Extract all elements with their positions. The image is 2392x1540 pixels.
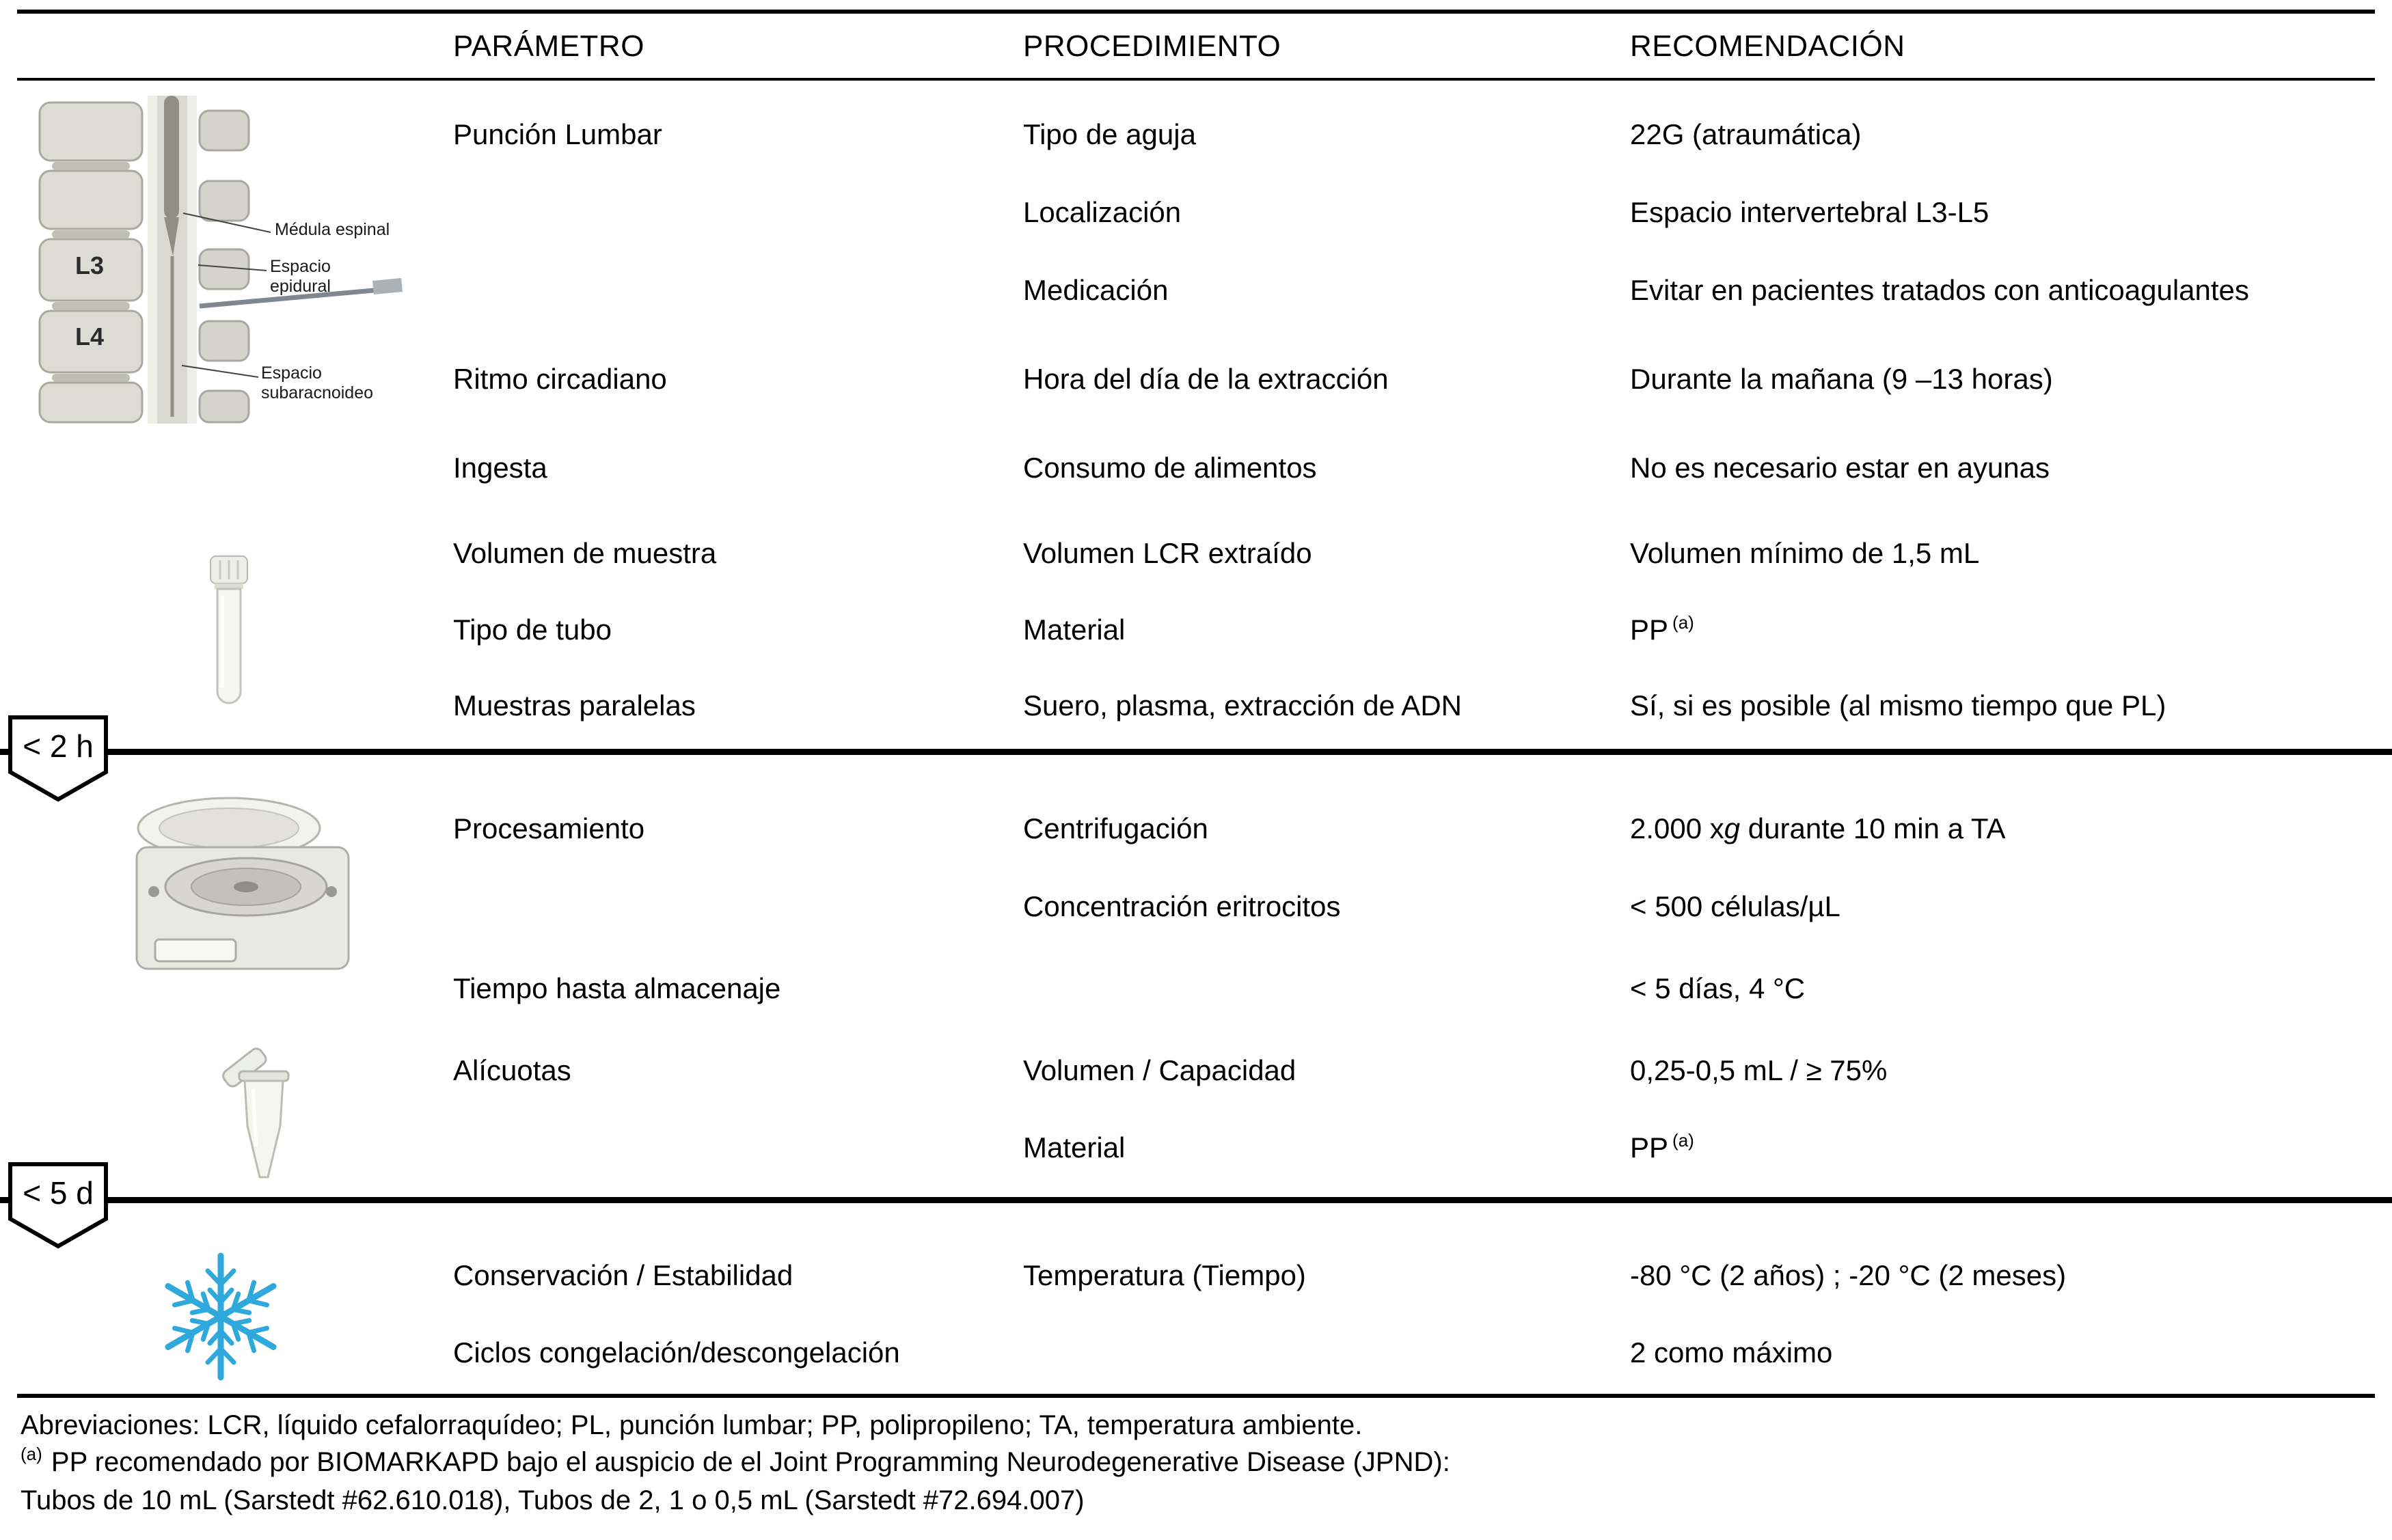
table-row xyxy=(0,1131,2392,1172)
label-espacio-subaracnoideo: Espacio subaracnoideo xyxy=(261,363,374,402)
badge-label: < 2 h xyxy=(23,728,94,764)
cell-recomendacion: PP $^{(a)}$ xyxy=(1630,1130,1694,1164)
cell-parametro: Muestras paralelas xyxy=(453,689,696,721)
label-medula-espinal: Médula espinal xyxy=(275,220,390,239)
table-row xyxy=(0,451,2392,492)
cell-recomendacion: Volumen mínimo de 1,5 mL xyxy=(1630,537,1980,569)
column-header-parametro: PARÁMETRO xyxy=(453,29,644,63)
table-row xyxy=(0,1259,2392,1300)
cell-procedimiento: Hora del día de la extracción xyxy=(1023,363,1389,395)
cell-parametro: Tiempo hasta almacenaje xyxy=(453,972,781,1004)
spine-illustration xyxy=(27,96,410,424)
sample-tube-icon xyxy=(205,555,253,712)
divider-line-section-5d xyxy=(0,1197,2392,1203)
cell-parametro: Ritmo circadiano xyxy=(453,363,667,395)
cell-procedimiento: Material xyxy=(1023,614,1126,646)
footnote-marker: (a) xyxy=(21,1444,42,1464)
column-header-procedimiento: PROCEDIMIENTO xyxy=(1023,29,1281,63)
footnote-pp: $^{(a)}$ PP recomendado por BIOMARKAPD bajo el auspicio de el Joint Programming Neurodegenerative Disease (JPND): xyxy=(21,1444,1450,1477)
label-l4: L4 xyxy=(75,322,105,350)
cell-recomendacion: 2.000 xg durante 10 min a TA xyxy=(1630,812,2006,844)
cell-recomendacion: 22G (atraumática) xyxy=(1630,118,1862,150)
cell-recomendacion: -80 °C (2 años) ; -20 °C (2 meses) xyxy=(1630,1259,2067,1291)
divider-line-top xyxy=(17,10,2375,14)
table-row xyxy=(0,812,2392,853)
table-row xyxy=(0,613,2392,654)
table-row xyxy=(0,689,2392,730)
cell-parametro: Volumen de muestra xyxy=(453,537,717,569)
cell-recomendacion: 0,25-0,5 mL / ≥ 75% xyxy=(1630,1054,1888,1086)
cell-parametro: Procesamiento xyxy=(453,812,645,844)
cell-recomendacion: Durante la mañana (9 –13 horas) xyxy=(1630,363,2053,395)
cell-parametro: Conservación / Estabilidad xyxy=(453,1259,793,1291)
table-row xyxy=(0,1054,2392,1095)
divider-line-footer xyxy=(17,1394,2375,1398)
divider-line-header xyxy=(17,78,2375,81)
microtube-icon xyxy=(217,1044,306,1187)
centrifuge-icon xyxy=(126,793,359,1004)
table-row xyxy=(0,536,2392,577)
cell-recomendacion: PP $^{(a)}$ xyxy=(1630,612,1694,646)
cell-procedimiento: Temperatura (Tiempo) xyxy=(1023,1259,1306,1291)
cell-parametro: Tipo de tubo xyxy=(453,614,612,646)
cell-procedimiento: Centrifugación xyxy=(1023,812,1208,844)
label-espacio-epidural: Espacio epidural xyxy=(270,257,331,296)
cell-procedimiento: Medicación xyxy=(1023,274,1169,306)
cell-procedimiento: Suero, plasma, extracción de ADN xyxy=(1023,689,1462,721)
cell-parametro: Punción Lumbar xyxy=(453,118,662,150)
cell-procedimiento: Volumen LCR extraído xyxy=(1023,537,1312,569)
column-header-recomendacion: RECOMENDACIÓN xyxy=(1630,29,1905,63)
cell-recomendacion: No es necesario estar en ayunas xyxy=(1630,452,2050,484)
footnote-marker: (a) xyxy=(1672,612,1694,633)
time-badge-5d xyxy=(7,1161,109,1249)
cell-recomendacion: < 500 células/µL xyxy=(1630,890,1840,922)
cell-recomendacion: 2 como máximo xyxy=(1630,1336,1833,1369)
cell-parametro: Alícuotas xyxy=(453,1054,571,1086)
label-l3: L3 xyxy=(75,251,105,279)
cell-procedimiento: Localización xyxy=(1023,196,1182,228)
table-header-row xyxy=(0,29,2392,70)
footnote-abbreviations: Abreviaciones: LCR, líquido cefalorraquídeo; PL, punción lumbar; PP, polipropileno; TA, temperatura ambiente. xyxy=(21,1410,1363,1440)
cell-recomendacion: Espacio intervertebral L3-L5 xyxy=(1630,196,1989,228)
cell-procedimiento: Volumen / Capacidad xyxy=(1023,1054,1296,1086)
footnote-marker: (a) xyxy=(1672,1130,1694,1151)
snowflake-icon xyxy=(149,1245,293,1388)
cell-recomendacion: Sí, si es posible (al mismo tiempo que PL) xyxy=(1630,689,2166,721)
table-row xyxy=(0,890,2392,931)
cell-procedimiento: Tipo de aguja xyxy=(1023,118,1196,150)
divider-line-section-2h xyxy=(0,749,2392,755)
cell-recomendacion: Evitar en pacientes tratados con anticoagulantes xyxy=(1630,274,2249,306)
table-row xyxy=(0,1336,2392,1377)
cell-procedimiento: Consumo de alimentos xyxy=(1023,452,1317,484)
badge-label: < 5 d xyxy=(23,1175,94,1211)
cell-parametro: Ciclos congelación/descongelación xyxy=(453,1336,900,1369)
footnote-tubes: Tubos de 10 mL (Sarstedt #62.610.018), Tubos de 2, 1 o 0,5 mL (Sarstedt #72.694.007) xyxy=(21,1485,1085,1515)
table-row xyxy=(0,972,2392,1013)
cell-procedimiento: Concentración eritrocitos xyxy=(1023,890,1341,922)
cell-recomendacion: < 5 días, 4 °C xyxy=(1630,972,1806,1004)
cell-procedimiento: Material xyxy=(1023,1131,1126,1164)
time-badge-2h xyxy=(7,715,109,802)
cell-parametro: Ingesta xyxy=(453,452,547,484)
